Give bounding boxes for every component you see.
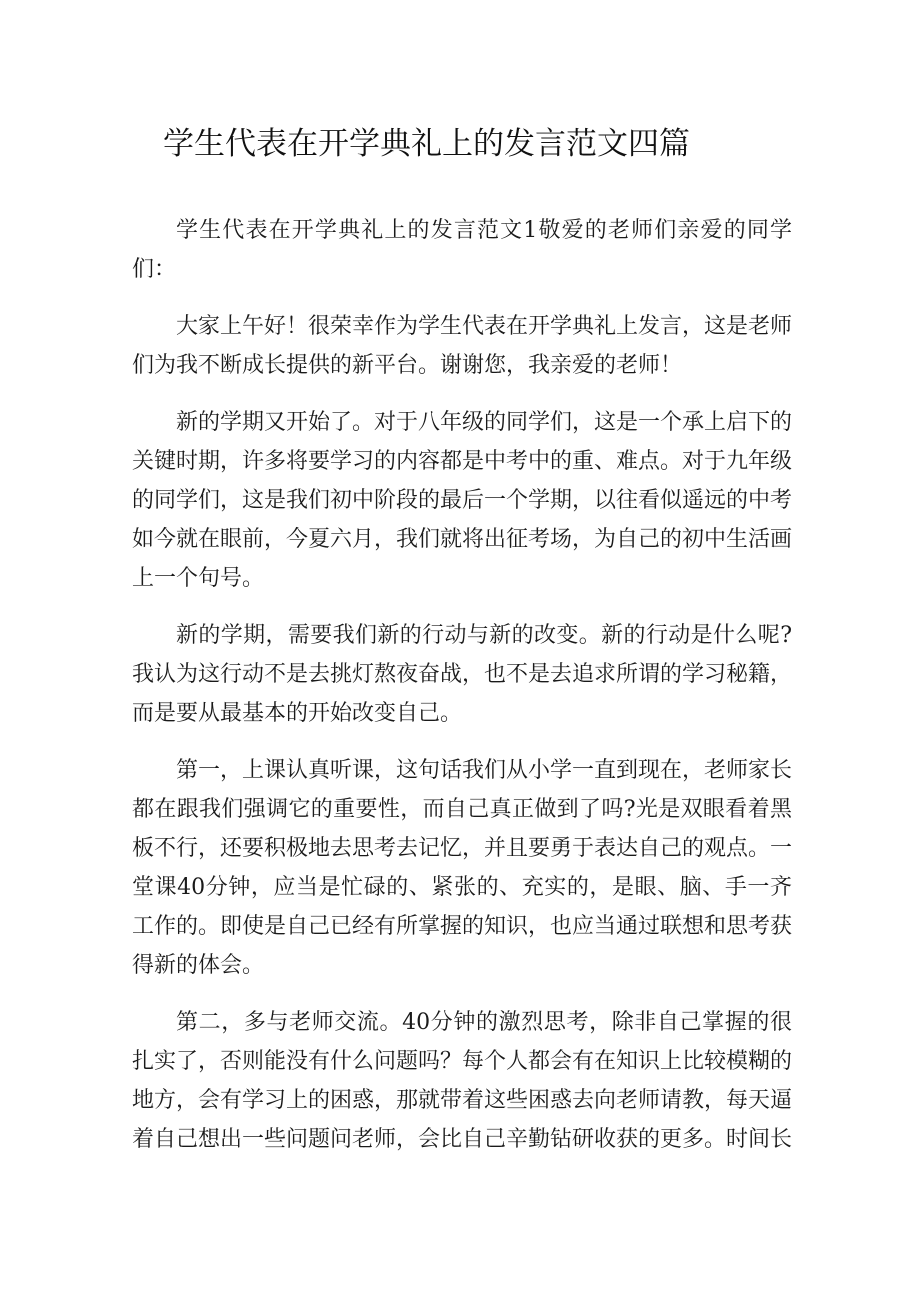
paragraph: 新的学期又开始了。对于八年级的同学们，这是一个承上启下的关键时期，许多将要学习的内容都是中考中的重、难点。对于九年级的同学们，这是我们初中阶段的最后一个学期，以往看似遥远的中考如今就在眼前，今夏六月，我们就将出征考场，为自己的初中生活画上一个句号。 [132, 410, 793, 591]
paragraph: 学生代表在开学典礼上的发言范文1敬爱的老师们亲爱的同学们： [132, 218, 792, 282]
document-title: 学生代表在开学典礼上的发言范文四篇 [163, 126, 690, 162]
paragraph: 大家上午好！很荣幸作为学生代表在开学典礼上发言，这是老师们为我不断成长提供的新平台。谢谢您，我亲爱的老师！ [132, 314, 793, 378]
paragraph: 第一，上课认真听课，这句话我们从小学一直到现在，老师家长都在跟我们强调它的重要性，而自己真正做到了吗?光是双眼看着黑板不行，还要积极地去思考去记忆，并且要勇于表达自己的观点。一堂课40分钟，应当是忙碌的、紧张的、充实的，是眼、脑、手一齐工作的。即使是自己已经有所掌握的知识，也应当通过联想和思考获得新的体会。 [132, 758, 793, 978]
paragraph: 第二，多与老师交流。40分钟的激烈思考，除非自己掌握的很扎实了，否则能没有什么问题吗？每个人都会有在知识上比较模糊的地方，会有学习上的困惑，那就带着这些困惑去向老师请教，每天逼着自己想出一些问题问老师，会比自己辛勤钻研收获的更多。时间长 [132, 1010, 793, 1152]
document-body [132, 211, 792, 1177]
paragraph: 新的学期，需要我们新的行动与新的改变。新的行动是什么呢?我认为这行动不是去挑灯熬夜奋战，也不是去追求所谓的学习秘籍，而是要从最基本的开始改变自己。 [132, 623, 793, 726]
